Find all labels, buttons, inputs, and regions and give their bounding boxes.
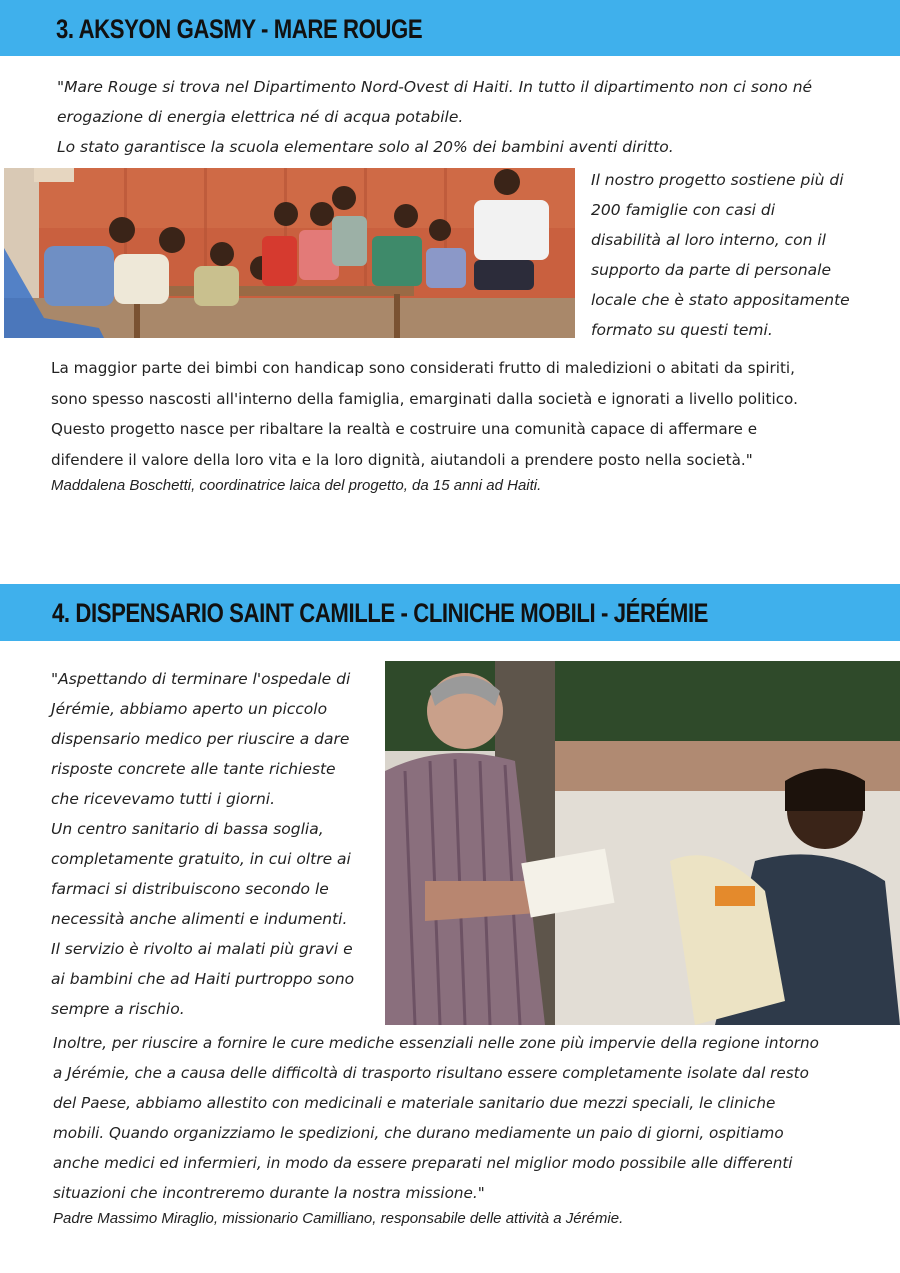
side-line: sempre a rischio. bbox=[51, 1000, 185, 1018]
side-line: supporto da parte di personale bbox=[591, 261, 831, 279]
side-line: "Aspettando di terminare l'ospedale di bbox=[51, 670, 351, 688]
section-3-side-text bbox=[591, 165, 881, 345]
side-line: 200 famiglie con casi di bbox=[591, 201, 776, 219]
section-4-side-text bbox=[51, 664, 376, 1024]
side-line: Jérémie, abbiamo aperto un piccolo bbox=[51, 700, 328, 718]
side-line: formato su questi temi. bbox=[591, 321, 773, 339]
intro-line: erogazione di energia elettrica né di acqua potabile. bbox=[57, 108, 464, 126]
body-line: del Paese, abbiamo allestito con medicinali e materiale sanitario due mezzi speciali, le cliniche bbox=[53, 1094, 776, 1112]
section-3-title: 3. AKSYON GASMY - MARE ROUGE bbox=[56, 14, 423, 44]
doctor-mother-photo bbox=[385, 661, 900, 1025]
side-line: necessità anche alimenti e indumenti. bbox=[51, 910, 348, 928]
body-line: difendere il valore della loro vita e la loro dignità, aiutandoli a prendere posto nella società." bbox=[51, 450, 753, 469]
body-line: anche medici ed infermieri, in modo da essere preparati nel miglior modo possibile alle differenti bbox=[53, 1154, 793, 1172]
side-line: locale che è stato appositamente bbox=[591, 291, 850, 309]
body-line: a Jérémie, che a causa delle difficoltà di trasporto risultano essere completamente isolate dal resto bbox=[53, 1064, 809, 1082]
side-line: che ricevevamo tutti i giorni. bbox=[51, 790, 276, 808]
section-3-body bbox=[51, 353, 881, 494]
body-line: situazioni che incontreremo durante la nostra missione." bbox=[53, 1184, 485, 1202]
side-line: Un centro sanitario di bassa soglia, bbox=[51, 820, 324, 838]
section-4-attribution: Padre Massimo Miraglio, missionario Camilliano, responsabile delle attività a Jérémie. bbox=[53, 1210, 624, 1227]
side-line: dispensario medico per riuscire a dare bbox=[51, 730, 350, 748]
side-line: Il servizio è rivolto ai malati più gravi e bbox=[51, 940, 353, 958]
body-line: Inoltre, per riuscire a fornire le cure mediche essenziali nelle zone più impervie della regione intorno bbox=[53, 1034, 819, 1052]
side-line: disabilità al loro interno, con il bbox=[591, 231, 826, 249]
body-line: mobili. Quando organizziamo le spedizioni, che durano mediamente un paio di giorni, ospitiamo bbox=[53, 1124, 784, 1142]
intro-line: "Mare Rouge si trova nel Dipartimento Nord-Ovest di Haiti. In tutto il dipartimento non ci sono né bbox=[57, 78, 813, 96]
section-3-header bbox=[0, 0, 900, 56]
side-line: Il nostro progetto sostiene più di bbox=[591, 171, 844, 189]
section-3-attribution: Maddalena Boschetti, coordinatrice laica del progetto, da 15 anni ad Haiti. bbox=[51, 477, 542, 494]
section-4-header bbox=[0, 584, 900, 641]
body-line: sono spesso nascosti all'interno della famiglia, emarginati dalla società e ignorati a livello politico. bbox=[51, 389, 798, 408]
body-line: Questo progetto nasce per ribaltare la realtà e costruire una comunità capace di affermare e bbox=[51, 420, 758, 438]
side-line: ai bambini che ad Haiti purtroppo sono bbox=[51, 970, 355, 988]
section-3-intro bbox=[57, 72, 872, 162]
side-line: farmaci si distribuiscono secondo le bbox=[51, 880, 329, 898]
children-drawing-photo bbox=[4, 168, 575, 338]
body-line: La maggior parte dei bimbi con handicap sono considerati frutto di maledizioni o abitati da spiriti, bbox=[51, 359, 795, 377]
side-line: risposte concrete alle tante richieste bbox=[51, 760, 336, 778]
intro-line: Lo stato garantisce la scuola elementare solo al 20% dei bambini aventi diritto. bbox=[57, 138, 674, 156]
section-4-body bbox=[53, 1028, 883, 1227]
section-4-title: 4. DISPENSARIO SAINT CAMILLE - CLINICHE MOBILI - JÉRÉMIE bbox=[52, 598, 709, 628]
side-line: completamente gratuito, in cui oltre ai bbox=[51, 850, 351, 868]
